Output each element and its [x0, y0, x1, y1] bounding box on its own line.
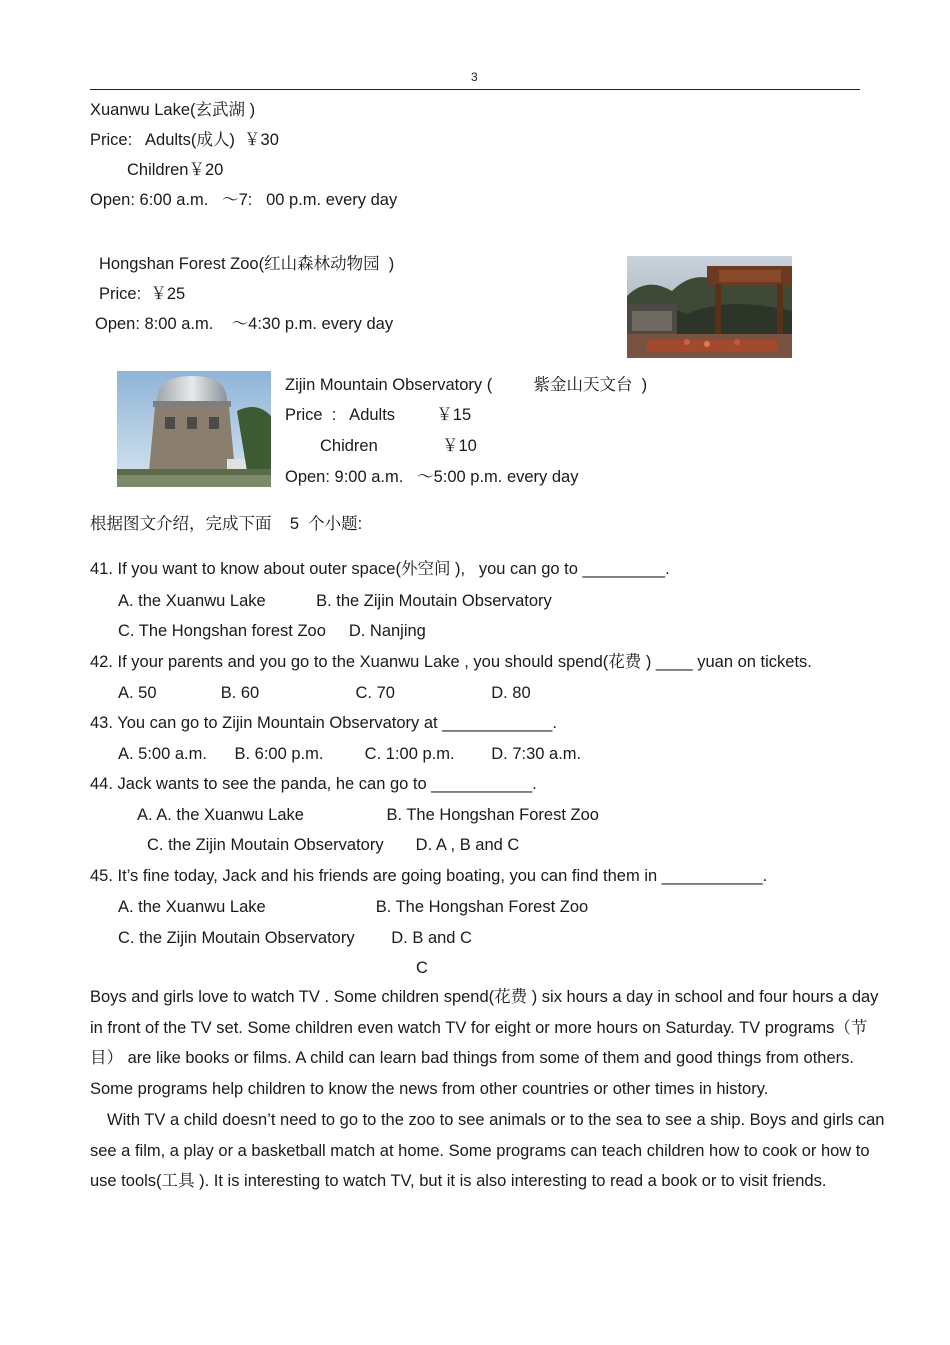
question-41-options-2: C. The Hongshan forest Zoo D. Nanjing: [118, 622, 426, 640]
page-number: 3: [471, 70, 478, 84]
reading-passage: [90, 982, 886, 1197]
question-44-stem: 44. Jack wants to see the panda, he can go to ___________.: [90, 775, 537, 793]
zoo-gate-photo: [627, 256, 792, 358]
question-45-stem: 45. It’s fine today, Jack and his friends are going boating, you can find them in ___________.: [90, 867, 768, 885]
xuanwu-price-adults: Price: Adults(成人) ￥30: [90, 131, 279, 149]
question-43-options-1: A. 5:00 a.m. B. 6:00 p.m. C. 1:00 p.m. D. 7:30 a.m.: [118, 745, 582, 763]
passage-paragraph-1: Boys and girls love to watch TV . Some children spend(花费 ) six hours a day in school and four hours a day in front of the TV set. Some children even watch TV for eight or more hours on Saturday. TV programs（节目） are like books or films. A child can learn bad things from some of them and good things from others. Some programs help children to know the news from other countries or other times in history.: [90, 988, 879, 1099]
question-41-stem: 41. If you want to know about outer space(外空间 ), you can go to _________.: [90, 560, 670, 578]
xuanwu-open-hours: Open: 6:00 a.m. ～7: 00 p.m. every day: [90, 191, 398, 209]
question-45-options-2: C. the Zijin Moutain Observatory D. B and C: [118, 929, 472, 947]
zijin-price-children: Chidren ￥10: [320, 437, 477, 455]
instruction: 根据图文介绍，完成下面 5 个小题:: [90, 515, 363, 533]
header-rule: [90, 89, 860, 90]
hongshan-title: Hongshan Forest Zoo(红山森林动物园 ): [99, 255, 395, 273]
observatory-photo: [117, 371, 271, 487]
zijin-price-adults: Price : Adults ￥15: [285, 406, 472, 424]
question-44-options-1: A. A. the Xuanwu Lake B. The Hongshan Forest Zoo: [137, 806, 599, 824]
zijin-title: Zijin Mountain Observatory ( 紫金山天文台 ): [285, 376, 648, 394]
section-c-label: C: [416, 959, 428, 977]
question-41-options-1: A. the Xuanwu Lake B. the Zijin Moutain Observatory: [118, 592, 552, 610]
hongshan-open-hours: Open: 8:00 a.m. ～4:30 p.m. every day: [95, 315, 394, 333]
question-45-options-1: A. the Xuanwu Lake B. The Hongshan Forest Zoo: [118, 898, 589, 916]
xuanwu-price-children: Children￥20: [127, 161, 224, 179]
passage-paragraph-2: With TV a child doesn’t need to go to the zoo to see animals or to the sea to see a ship. Boys and girls can see a film, a play or a basketball match at home. Some programs can teach children how to cook or how to use tools(工具 ). It is interesting to watch TV, but it is also interesting to read a book or to visit friends.: [90, 1110, 885, 1191]
question-43-stem: 43. You can go to Zijin Mountain Observatory at ____________.: [90, 714, 557, 732]
hongshan-price: Price: ￥25: [99, 285, 186, 303]
question-44-options-2: C. the Zijin Moutain Observatory D. A , B and C: [147, 836, 520, 854]
xuanwu-title: Xuanwu Lake(玄武湖 ): [90, 101, 256, 119]
zijin-open-hours: Open: 9:00 a.m. ～5:00 p.m. every day: [285, 468, 579, 486]
question-42-stem: 42. If your parents and you go to the Xuanwu Lake , you should spend(花费 ) ____ yuan on tickets.: [90, 653, 812, 671]
question-42-options-1: A. 50 B. 60 C. 70 D. 80: [118, 684, 531, 702]
